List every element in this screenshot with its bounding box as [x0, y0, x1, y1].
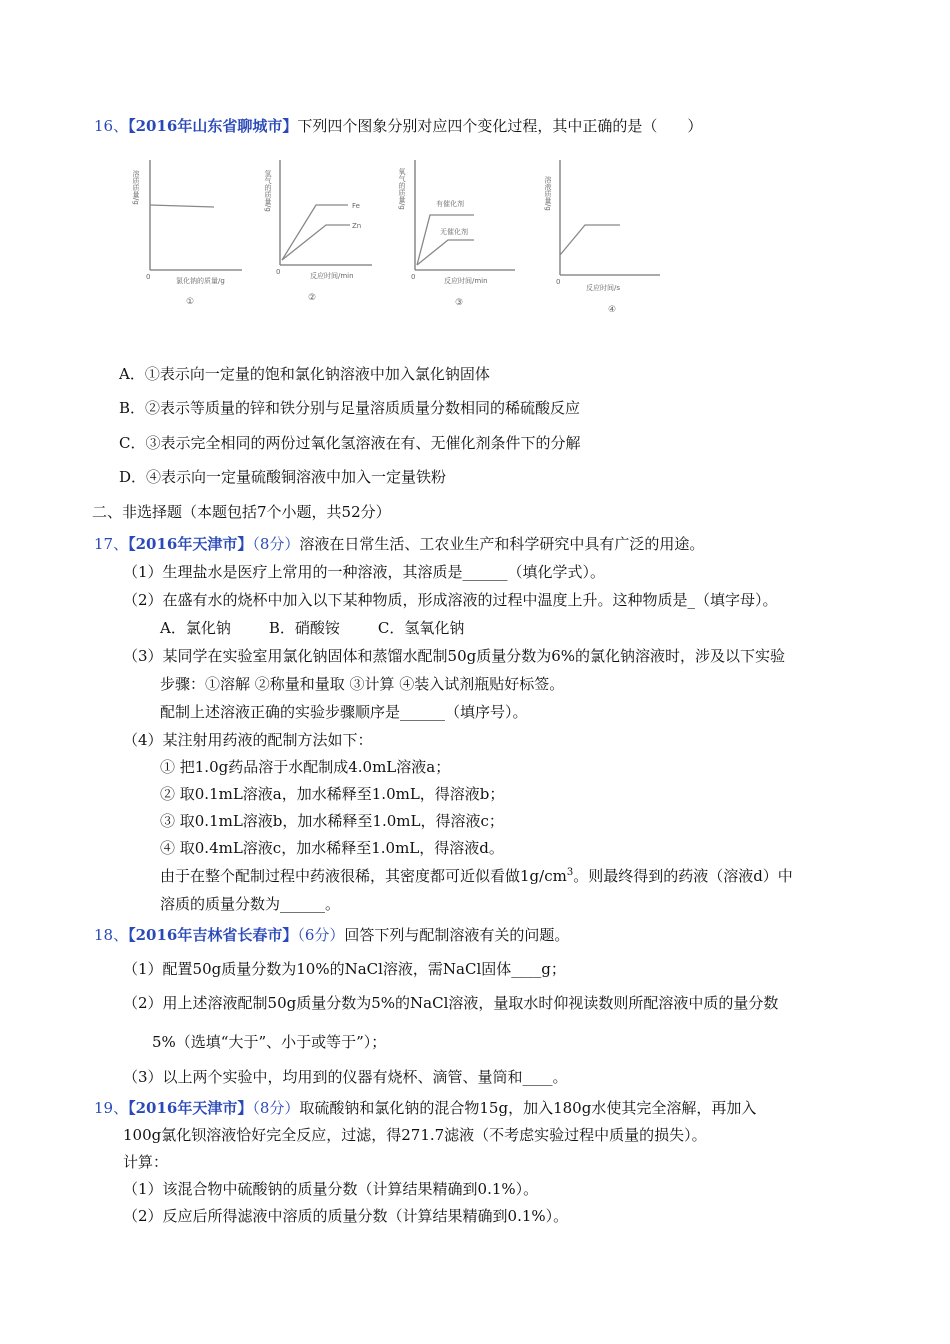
- graph-2-caption: ②: [308, 293, 317, 303]
- q18-stem: [94, 925, 569, 945]
- q19-stem: [94, 1098, 756, 1118]
- q19-part-2: （2）反应后所得滤液中溶质的质量分数（计算结果精确到0.1%）。: [123, 1207, 569, 1225]
- q17-density-text-b: 。则最终得到的药液（溶液d）中: [573, 867, 793, 885]
- q18-text: 回答下列与配制溶液有关的问题。: [344, 926, 570, 944]
- q17-text: 溶液在日常生活、工农业生产和科学研究中具有广泛的用途。: [299, 535, 705, 553]
- q17-part-3-line-1: （3）某同学在实验室用氯化钠固体和蒸馏水配制50g质量分数为6%的氯化钠溶液时，涉及以下实验: [123, 647, 786, 665]
- q18-source: 【2016年吉林省长春市】: [128, 926, 298, 944]
- graph-2-label-fe: Fe: [352, 202, 360, 210]
- graph-3-x-label: 反应时间/min: [444, 277, 488, 285]
- q17-source: 【2016年天津市】: [128, 535, 253, 553]
- q16-text: 下列四个图象分别对应四个变化过程，其中正确的是（ ）: [297, 117, 703, 135]
- graph-2-origin: 0: [276, 268, 281, 276]
- q17-option-a: A．氯化钠: [160, 619, 231, 637]
- q17-density-text-a: 由于在整个配制过程中药液很稀，其密度都可近似看做1g/cm: [160, 867, 567, 885]
- q17-density-note-2: 溶质的质量分数为______。: [160, 895, 341, 913]
- q18-part-2-continued: 5%（选填“大于”、小于或等于”）；: [152, 1033, 387, 1051]
- q17-density-note: [160, 866, 793, 886]
- q16-option-d: D．④表示向一定量硫酸铜溶液中加入一定量铁粉: [119, 468, 447, 486]
- q17-part-2-options: [160, 618, 464, 638]
- q19-part-1: （1）该混合物中硫酸钠的质量分数（计算结果精确到0.1%）。: [123, 1180, 539, 1198]
- q17-part-4: （4）某注射用药液的配制方法如下：: [123, 731, 373, 749]
- graph-3-y-label: 氧气的质量/g: [398, 168, 406, 210]
- graph-2-x-label: 反应时间/min: [310, 272, 354, 280]
- graph-2-label-zn: Zn: [352, 222, 362, 230]
- q17-part-2: （2）在盛有水的烧杯中加入以下某种物质，形成溶液的过程中温度上升。这种物质是_（填字母）。: [123, 591, 778, 609]
- q17-part-3-line-2: 步骤：①溶解 ②称量和量取 ③计算 ④装入试剂瓶贴好标签。: [160, 675, 565, 693]
- q16-option-c: C．③表示完全相同的两份过氧化氢溶液在有、无催化剂条件下的分解: [119, 434, 581, 452]
- graph-4-y-label: 溶液质量/g: [544, 176, 552, 211]
- graph-3-label-no-catalyst: 无催化剂: [440, 228, 468, 236]
- q18-score: （6分）: [297, 926, 345, 944]
- graph-4-x-label: 反应时间/s: [586, 284, 621, 292]
- graph-3: [398, 160, 515, 308]
- graph-3-label-catalyst: 有催化剂: [436, 200, 464, 208]
- q17-density-sup: 3: [566, 867, 574, 878]
- q17-number: 17、: [94, 535, 129, 553]
- graph-1-origin: 0: [146, 273, 151, 281]
- graph-4: [544, 160, 660, 315]
- q16-source: 【2016年山东省聊城市】: [128, 117, 298, 135]
- graph-2-y-label: 氢气的质量/g: [264, 170, 272, 212]
- q17-part-1: （1）生理盐水是医疗上常用的一种溶液，其溶质是______（填化学式）。: [123, 563, 606, 581]
- q18-part-3: （3）以上两个实验中，均用到的仪器有烧杯、滴管、量筒和____。: [123, 1068, 568, 1086]
- graph-1-curve: [150, 205, 214, 207]
- q16-option-b: B．②表示等质量的锌和铁分别与足量溶质质量分数相同的稀硫酸反应: [119, 399, 581, 417]
- q19-number: 19、: [94, 1099, 129, 1117]
- q19-score: （8分）: [252, 1099, 300, 1117]
- q16-graphs: [130, 150, 690, 325]
- q19-calc-label: 计算：: [123, 1153, 169, 1171]
- graph-4-curve: [560, 225, 620, 255]
- q17-step-3: ③ 取0.1mL溶液b，加水稀释至1.0mL，得溶液c；: [160, 812, 504, 830]
- q17-option-b: B．硝酸铵: [268, 619, 340, 637]
- q18-number: 18、: [94, 926, 129, 944]
- q17-stem: [94, 534, 704, 554]
- q16-stem: [94, 116, 702, 136]
- q17-step-2: ② 取0.1mL溶液a，加水稀释至1.0mL，得溶液b；: [160, 785, 505, 803]
- q17-option-c: C．氢氧化钠: [377, 619, 465, 637]
- q17-score: （8分）: [252, 535, 300, 553]
- graph-4-origin: 0: [556, 278, 561, 286]
- q18-part-2: （2）用上述溶液配制50g质量分数为5%的NaCl溶液，量取水时仰视读数则所配溶液中质的量分数: [123, 994, 779, 1012]
- q18-part-1: （1）配置50g质量分数为10%的NaCl溶液，需NaCl固体____g；: [123, 960, 566, 978]
- graph-3-curve-no-catalyst: [417, 240, 474, 265]
- q19-source: 【2016年天津市】: [128, 1099, 253, 1117]
- graph-4-caption: ④: [608, 305, 617, 315]
- graph-1-x-label: 氯化钠的质量/g: [176, 277, 225, 285]
- q16-graph-figure: [130, 150, 690, 325]
- graph-2: [264, 160, 372, 303]
- q16-option-a: A．①表示向一定量的饱和氯化钠溶液中加入氯化钠固体: [119, 365, 490, 383]
- section-2-heading: 二、非选择题（本题包括7个小题，共52分）: [92, 503, 391, 521]
- q17-step-1: ① 把1.0g药品溶于水配制成4.0mL溶液a；: [160, 758, 451, 776]
- q19-text: 取硫酸钠和氯化钠的混合物15g，加入180g水使其完全溶解，再加入: [299, 1099, 757, 1117]
- graph-3-caption: ③: [455, 298, 464, 308]
- graph-1-caption: ①: [186, 297, 195, 307]
- q19-stem-continued: 100g氯化钡溶液恰好完全反应，过滤，得271.7滤液（不考虑实验过程中质量的损失）。: [123, 1126, 707, 1144]
- graph-3-origin: 0: [411, 273, 416, 281]
- graph-1-y-label: 溶质质量/g: [132, 170, 140, 205]
- graph-1: [132, 160, 242, 307]
- q17-step-4: ④ 取0.4mL溶液c，加水稀释至1.0mL，得溶液d。: [160, 839, 504, 857]
- q16-number: 16、: [94, 117, 129, 135]
- q17-part-3-line-3: 配制上述溶液正确的实验步骤顺序是______（填序号）。: [160, 703, 528, 721]
